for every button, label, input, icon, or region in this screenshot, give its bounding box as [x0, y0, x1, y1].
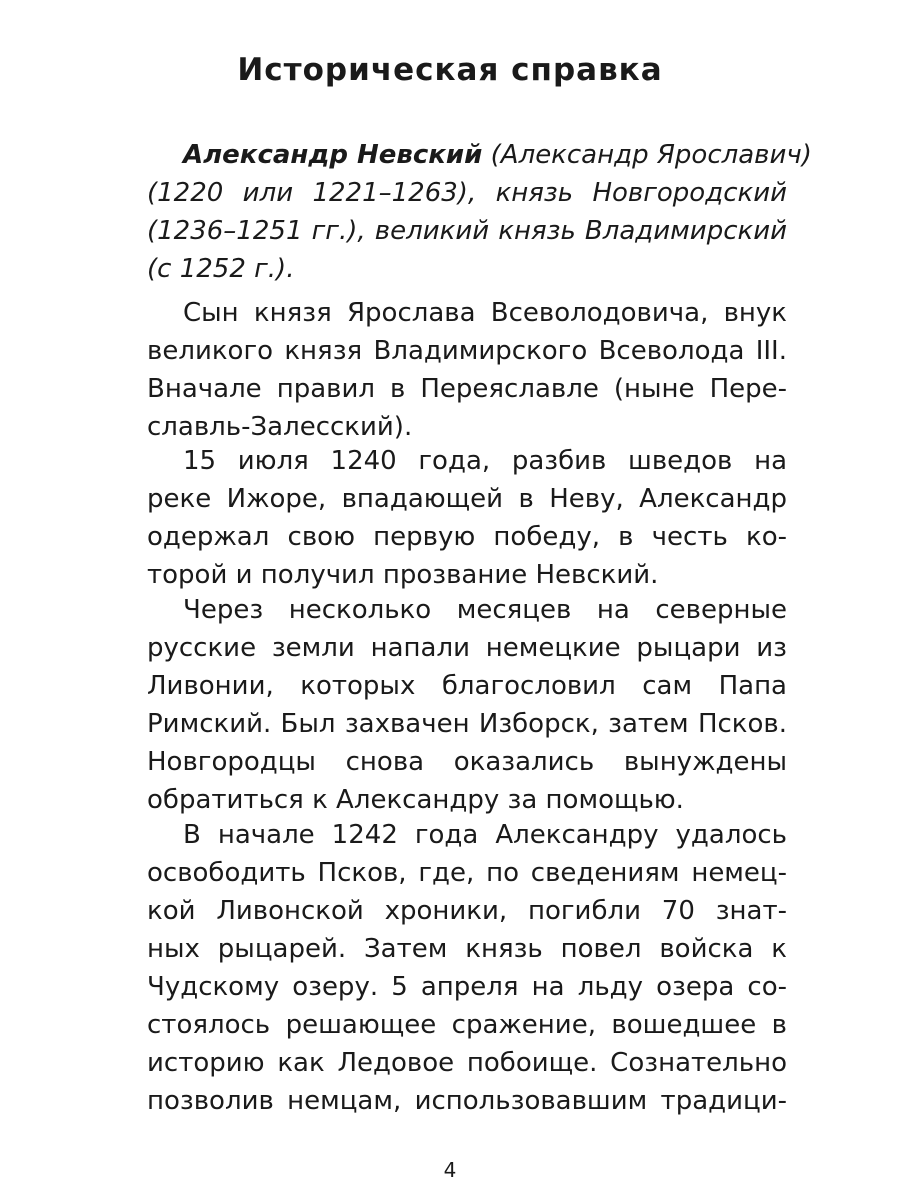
intro-line-3: (1236–1251 гг.), великий князь Владимирский: [147, 216, 787, 246]
paragraph-3-line-5: Новгородцы снова оказались вынуждены: [147, 747, 787, 777]
paragraph-3-line-6: обратиться к Александру за помощью.: [147, 785, 684, 815]
intro-line-2: (1220 или 1221–1263), князь Новгородский: [147, 178, 787, 208]
paragraph-4-line-4: ных рыцарей. Затем князь повел войска к: [147, 934, 787, 964]
person-name: Александр Невский: [183, 140, 483, 170]
intro-line-1: [147, 137, 812, 173]
intro-line-1-rest: (Александр Ярославич): [490, 140, 812, 170]
paragraph-4-line-7: историю как Ледовое побоище. Сознательно: [147, 1048, 787, 1078]
paragraph-1-line-4: славль-Залесский).: [147, 412, 413, 442]
paragraph-2-line-1: 15 июля 1240 года, разбив шведов на: [183, 446, 787, 476]
intro-line-4: (с 1252 г.).: [147, 254, 295, 284]
paragraph-4-line-3: кой Ливонской хроники, погибли 70 знат-: [147, 896, 787, 926]
paragraph-3-line-3: Ливонии, которых благословил сам Папа: [147, 671, 787, 701]
paragraph-2-line-4: торой и получил прозвание Невский.: [147, 560, 659, 590]
paragraph-1-line-2: великого князя Владимирского Всеволода III.: [147, 336, 787, 366]
paragraph-4-line-2: освободить Псков, где, по сведениям немец-: [147, 858, 787, 888]
paragraph-2-line-2: реке Ижоре, впадающей в Неву, Александр: [147, 484, 787, 514]
paragraph-1-line-3: Вначале правил в Переяславле (ныне Пере-: [147, 374, 787, 404]
page-title: Историческая справка: [237, 52, 663, 88]
page-number: 4: [443, 1158, 457, 1182]
paragraph-4-line-8: позволив немцам, использовавшим традици-: [147, 1086, 787, 1116]
paragraph-3-line-2: русские земли напали немецкие рыцари из: [147, 633, 787, 663]
paragraph-1-line-1: Сын князя Ярослава Всеволодовича, внук: [183, 298, 787, 328]
paragraph-4-line-6: стоялось решающее сражение, вошедшее в: [147, 1010, 787, 1040]
paragraph-2-line-3: одержал свою первую победу, в честь ко-: [147, 522, 787, 552]
paragraph-4-line-5: Чудскому озеру. 5 апреля на льду озера со-: [147, 972, 787, 1002]
paragraph-3-line-4: Римский. Был захвачен Изборск, затем Псков.: [147, 709, 787, 739]
paragraph-3-line-1: Через несколько месяцев на северные: [183, 595, 787, 625]
paragraph-4-line-1: В начале 1242 года Александру удалось: [183, 820, 787, 850]
